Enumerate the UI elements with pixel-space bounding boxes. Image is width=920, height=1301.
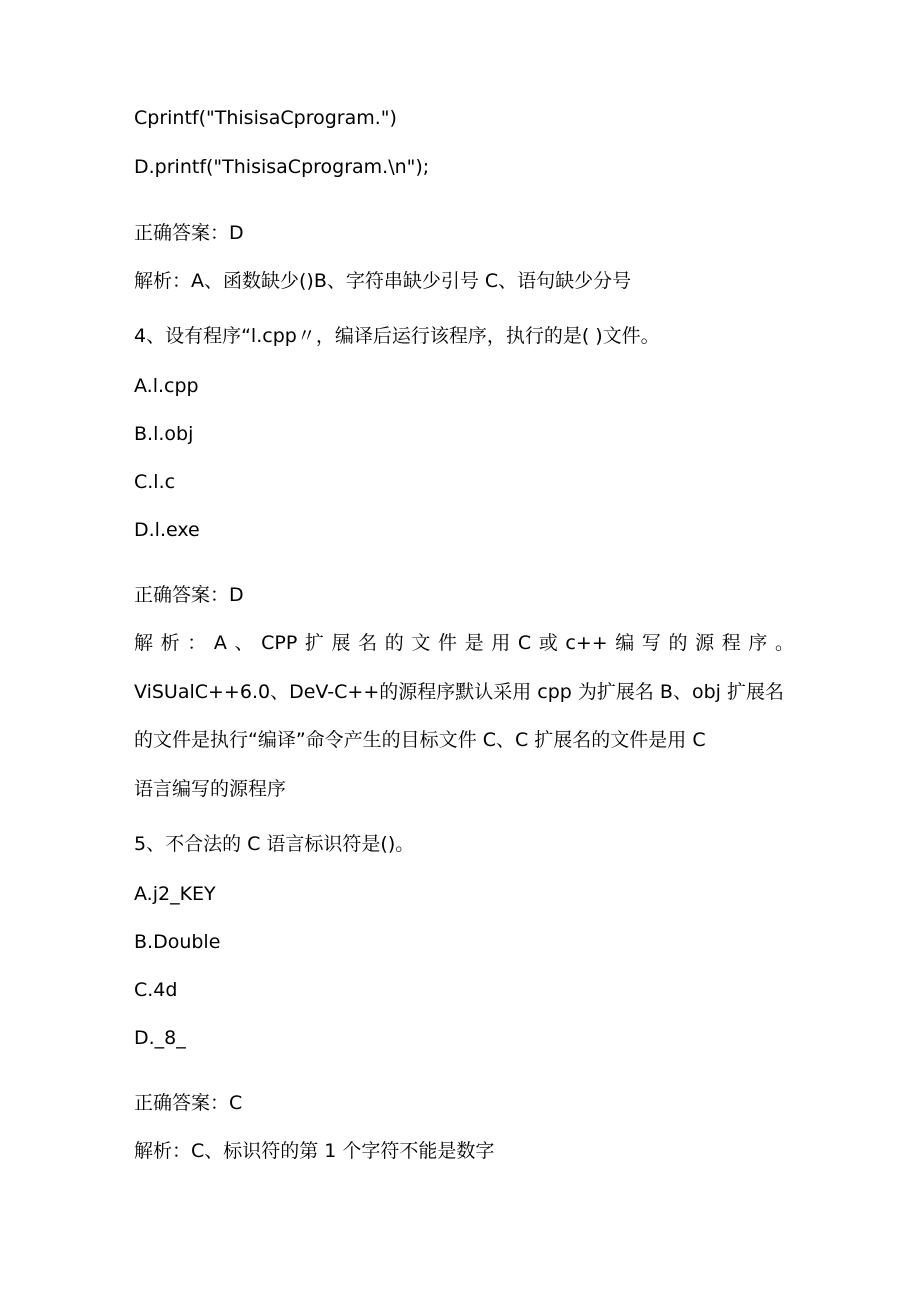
q4-option-d: D.l.exe xyxy=(134,519,200,541)
q3-explanation: 解析：A、函数缺少()B、字符串缺少引号 C、语句缺少分号 xyxy=(134,270,632,292)
q3-answer: 正确答案：D xyxy=(134,222,244,244)
q4-option-b: B.l.obj xyxy=(134,423,194,445)
q4-option-a: A.l.cpp xyxy=(134,375,199,397)
q4-explanation-line-3: 的文件是执行“编译”命令产生的目标文件 C、C 扩展名的文件是用 C xyxy=(134,729,706,751)
q4-explanation-line-4: 语言编写的源程序 xyxy=(134,778,287,800)
q5-option-d: D._8_ xyxy=(134,1027,186,1049)
q5-explanation: 解析：C、标识符的第 1 个字符不能是数字 xyxy=(134,1140,495,1162)
q4-option-c: C.l.c xyxy=(134,471,176,493)
q3-option-d: D.printf("ThisisaCprogram.\n"); xyxy=(134,156,430,178)
q4-explanation-line-2: ViSUalC++6.0、DeV-C++的源程序默认采用 cpp 为扩展名 B、obj 扩展名 xyxy=(134,681,784,703)
q4-question: 4、设有程序“l.cpp〃，编译后运行该程序，执行的是( )文件。 xyxy=(134,325,660,347)
q3-option-c: Cprintf("ThisisaCprogram.") xyxy=(134,107,397,129)
q5-option-c: C.4d xyxy=(134,979,178,1001)
q4-answer: 正确答案：D xyxy=(134,584,244,606)
q5-option-a: A.j2_KEY xyxy=(134,883,216,905)
q5-option-b: B.Double xyxy=(134,931,221,953)
q5-question: 5、不合法的 C 语言标识符是()。 xyxy=(134,833,415,855)
q5-answer: 正确答案：C xyxy=(134,1092,243,1114)
q4-explanation-line-1: 解析：A、CPP扩展名的文件是用C或c++编写的源程序。 xyxy=(134,632,794,654)
